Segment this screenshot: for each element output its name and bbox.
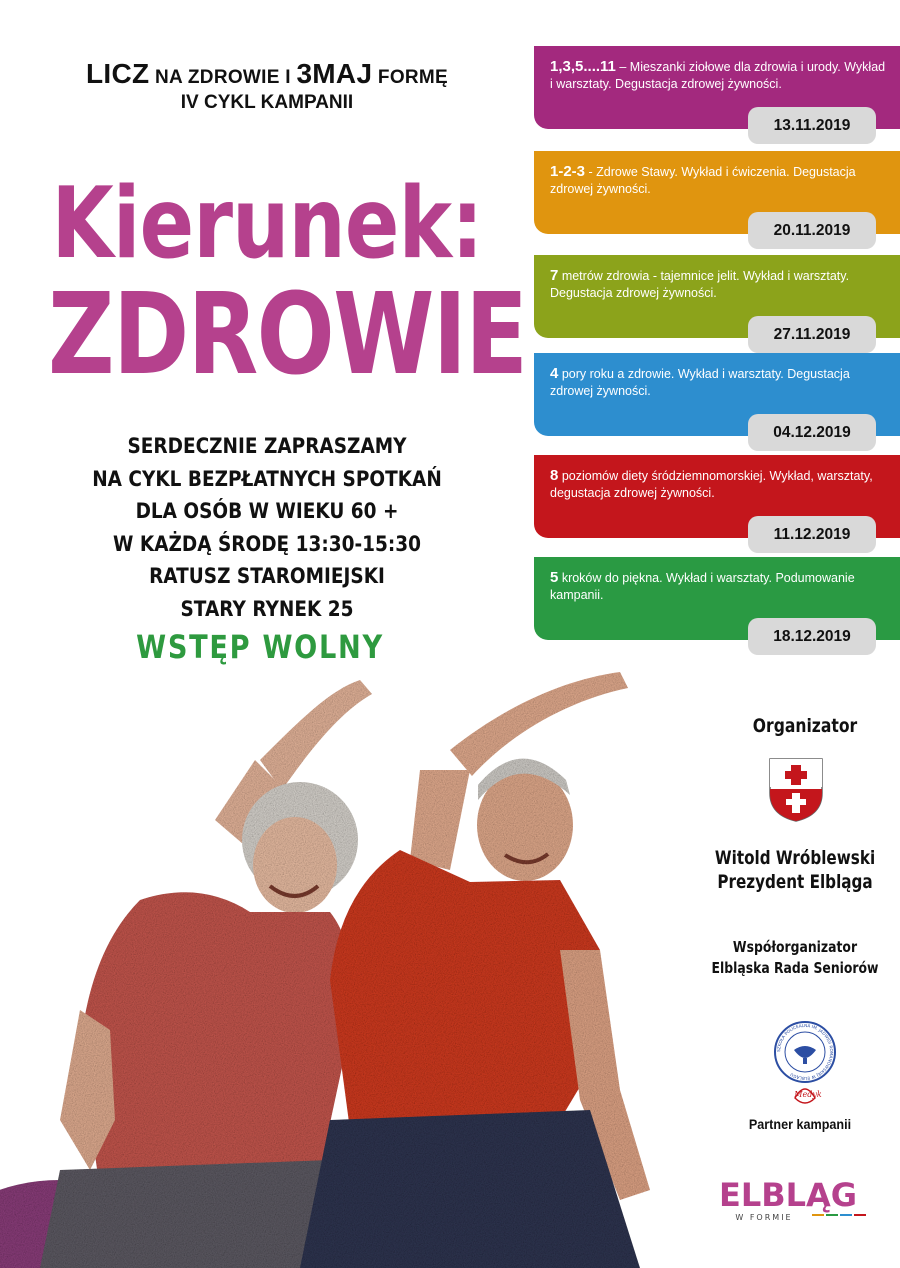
event-text: poziomów diety śródziemnomorskiej. Wykład, warsztaty, degustacja zdrowej żywności. bbox=[550, 469, 873, 500]
invite-line: NA CYKL BEZPŁATNYCH SPOTKAŃ bbox=[92, 466, 442, 491]
invite-line: SERDECZNIE ZAPRASZAMY bbox=[127, 434, 407, 458]
event-date: 27.11.2019 bbox=[748, 316, 876, 353]
event-number: 5 bbox=[550, 569, 559, 586]
event-description bbox=[550, 163, 890, 198]
event-text: - Zdrowe Stawy. Wykład i ćwiczenia. Degustacja zdrowej żywności. bbox=[550, 165, 856, 196]
event-date: 04.12.2019 bbox=[748, 414, 876, 451]
invite-line: STARY RYNEK 25 bbox=[180, 596, 354, 621]
organizer-title: Prezydent Elbląga bbox=[717, 871, 873, 893]
slogan-maj: 3MAJ bbox=[296, 58, 373, 89]
slogan-part2: FORMĘ bbox=[372, 67, 449, 88]
elblag-coat-of-arms-icon bbox=[768, 757, 824, 823]
event-description bbox=[550, 569, 890, 604]
event-text: kroków do piękna. Wykład i warsztaty. Podumowanie kampanii. bbox=[550, 571, 855, 602]
city-logo-sub: W FORMIE bbox=[735, 1213, 793, 1222]
partner-logo-text: SZKOŁA POLICEALNA IM. JADWIGI ROMANOWSKIEJ W ELBLĄGU bbox=[775, 1022, 835, 1082]
event-number: 7 bbox=[550, 267, 559, 284]
partner-school-logo bbox=[770, 1020, 840, 1110]
event-description bbox=[550, 467, 890, 502]
invite-line: W KAŻDĄ ŚRODĘ 13:30-15:30 bbox=[113, 531, 421, 556]
headline bbox=[48, 167, 527, 400]
invite-line: DLA OSÓB W WIEKU 60 + bbox=[135, 499, 399, 523]
elblag-w-formie-logo bbox=[708, 1176, 868, 1226]
campaign-title bbox=[0, 58, 534, 114]
event-text: metrów zdrowia - tajemnice jelit. Wykład i warsztaty. Degustacja zdrowej żywności. bbox=[550, 269, 850, 300]
event-date: 20.11.2019 bbox=[748, 212, 876, 249]
campaign-cycle: IV CYKL KAMPANII bbox=[180, 92, 354, 113]
event-number: 8 bbox=[550, 467, 559, 484]
event-1 bbox=[534, 46, 900, 166]
event-description bbox=[550, 365, 890, 400]
headline-line2: ZDROWIE bbox=[48, 270, 527, 400]
campaign-slogan bbox=[0, 58, 534, 90]
event-number: 1,3,5....11 bbox=[550, 58, 616, 75]
organizer-name: Witold Wróblewski bbox=[714, 847, 876, 869]
organizer-details bbox=[711, 846, 879, 894]
event-2 bbox=[534, 151, 900, 271]
slogan-part1: NA ZDROWIE I bbox=[149, 67, 297, 88]
event-number: 1-2-3 bbox=[550, 163, 586, 180]
event-date: 18.12.2019 bbox=[748, 618, 876, 655]
city-logo-main: ELBLĄG bbox=[718, 1176, 858, 1214]
coorganizer bbox=[711, 937, 879, 979]
event-description bbox=[550, 267, 890, 302]
partner-signature: Medyk bbox=[794, 1090, 822, 1099]
invite-line: RATUSZ STAROMIEJSKI bbox=[149, 564, 385, 588]
slogan-licz: LICZ bbox=[85, 58, 150, 89]
event-description bbox=[550, 58, 890, 93]
event-text: – Mieszanki ziołowe dla zdrowia i urody. Wykład i warsztaty. Degustacja zdrowej żywności. bbox=[550, 60, 886, 91]
headline-line1: Kierunek: bbox=[51, 167, 483, 281]
event-date: 11.12.2019 bbox=[748, 516, 876, 553]
coorganizer-name: Elbląska Rada Seniorów bbox=[711, 959, 879, 977]
event-text: pory roku a zdrowie. Wykład i warsztaty. Degustacja zdrowej żywności. bbox=[550, 367, 850, 398]
free-entry: WSTĘP WOLNY bbox=[136, 628, 384, 666]
invitation-text bbox=[32, 430, 502, 625]
event-date: 13.11.2019 bbox=[748, 107, 876, 144]
partner-label: Partner kampanii bbox=[748, 1116, 852, 1132]
event-number: 4 bbox=[550, 365, 559, 382]
coorganizer-label: Współorganizator bbox=[732, 938, 858, 956]
seniors-exercise-photo bbox=[0, 650, 700, 1268]
organizer-label: Organizator bbox=[752, 715, 858, 737]
